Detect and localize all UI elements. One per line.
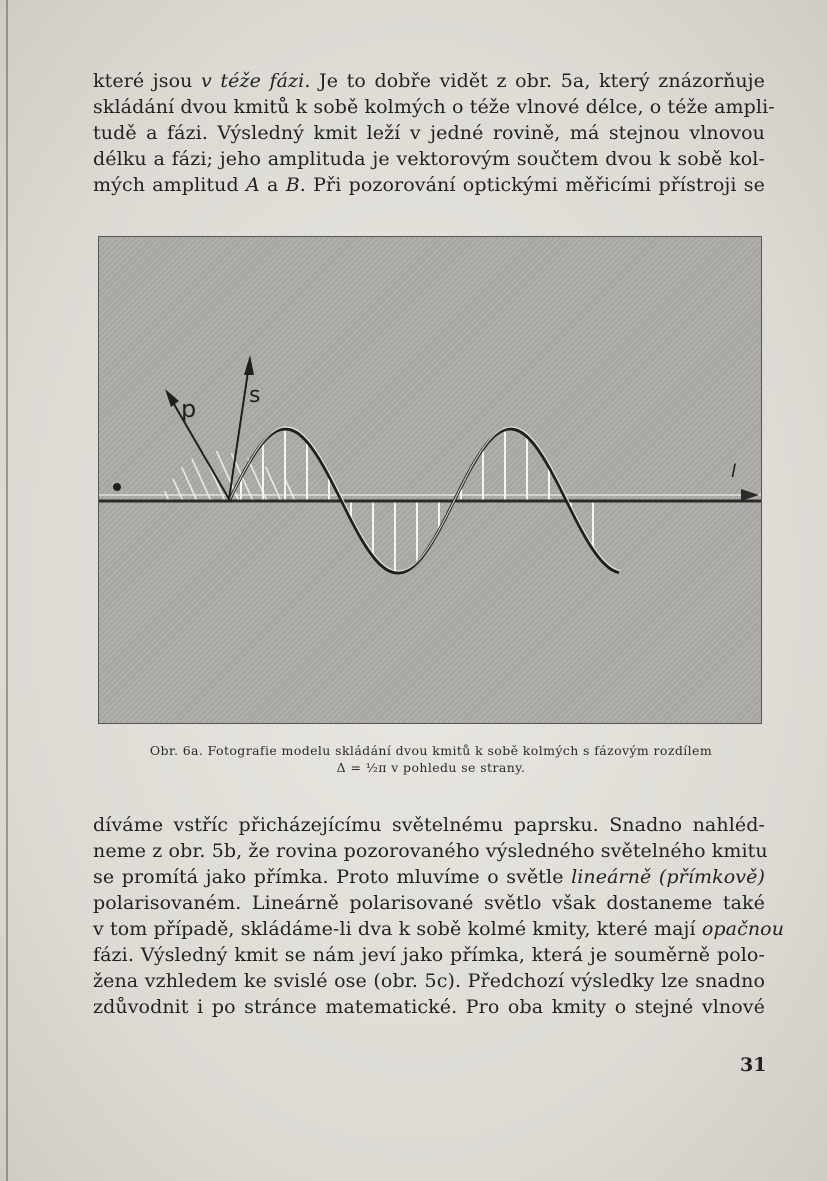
oblique-component-line <box>182 467 197 501</box>
text-line: délku a fázi; jeho amplituda je vektorovým součtem dvou k sobě kol- <box>93 148 765 170</box>
italic-symbol-A: A <box>245 174 260 196</box>
label-s: s <box>249 383 261 408</box>
text-line: fázi. Výsledný kmit se nám jeví jako přímka, která je souměrně polo- <box>93 944 765 966</box>
italic-phrase: opačnou <box>701 918 785 940</box>
s-arrowhead <box>244 355 254 375</box>
caption-line: Δ = ½π v pohledu se strany. <box>336 760 526 775</box>
text-run: mých amplitud <box>93 174 246 196</box>
text-run: . Při pozorování optickými měřicími přístroji se <box>299 174 765 196</box>
p-vector-arrow <box>171 399 229 499</box>
text-run: které jsou <box>93 70 202 92</box>
text-line: polarisovaném. Lineárně polarisované světlo však dostaneme také <box>93 892 765 914</box>
page-number: 31 <box>740 1054 767 1076</box>
italic-phrase: v téže fázi <box>201 70 305 92</box>
italic-phrase: lineárně (přímkově) <box>571 866 765 888</box>
text-run: a <box>259 174 286 196</box>
wave-highlight <box>230 427 620 571</box>
axis-arrowhead <box>741 489 759 501</box>
label-p: p <box>181 395 197 423</box>
text-line: žena vzhledem ke svislé ose (obr. 5c). Předchozí výsledky lze snadno <box>93 970 765 992</box>
figure-caption <box>98 742 764 776</box>
text-line: neme z obr. 5b, že rovina pozorovaného výsledného světelného kmitu <box>93 840 768 862</box>
oblique-component-line <box>173 478 183 501</box>
figure-photo-wave-model <box>98 236 762 724</box>
paragraph-bottom <box>93 812 785 1020</box>
paragraph-top <box>93 68 775 198</box>
text-line <box>93 68 765 94</box>
text-line: díváme vstříc přicházejícímu světelnému paprsku. Snadno nahléd- <box>93 814 765 836</box>
label-l: l <box>731 461 737 482</box>
wave-model-drawing <box>99 237 761 723</box>
text-line <box>93 916 785 942</box>
text-run: se promítá jako přímka. Proto mluvíme o světle <box>93 866 572 888</box>
left-marker-dot <box>113 483 121 491</box>
text-line: zdůvodnit i po stránce matematické. Pro oba kmity o stejné vlnové <box>93 996 765 1018</box>
p-arrowhead <box>165 389 179 407</box>
text-line: tudě a fázi. Výsledný kmit leží v jedné rovině, má stejnou vlnovou <box>93 122 765 144</box>
oblique-component-line <box>285 478 295 501</box>
text-line: skládání dvou kmitů k sobě kolmých o téže vlnové délce, o téže ampli- <box>93 96 775 118</box>
text-line <box>93 172 765 198</box>
text-run: . Je to dobře vidět z obr. 5a, který znázorňuje <box>304 70 765 92</box>
text-line <box>93 864 765 890</box>
caption-line: Obr. 6a. Fotografie modelu skládání dvou kmitů k sobě kolmých s fázovým rozdílem <box>149 743 713 758</box>
oblique-component-line <box>266 467 281 501</box>
page-spine-line <box>6 0 8 1181</box>
italic-symbol-B: B <box>285 174 300 196</box>
text-run: v tom případě, skládáme-li dva k sobě kolmé kmity, které mají <box>93 918 702 940</box>
